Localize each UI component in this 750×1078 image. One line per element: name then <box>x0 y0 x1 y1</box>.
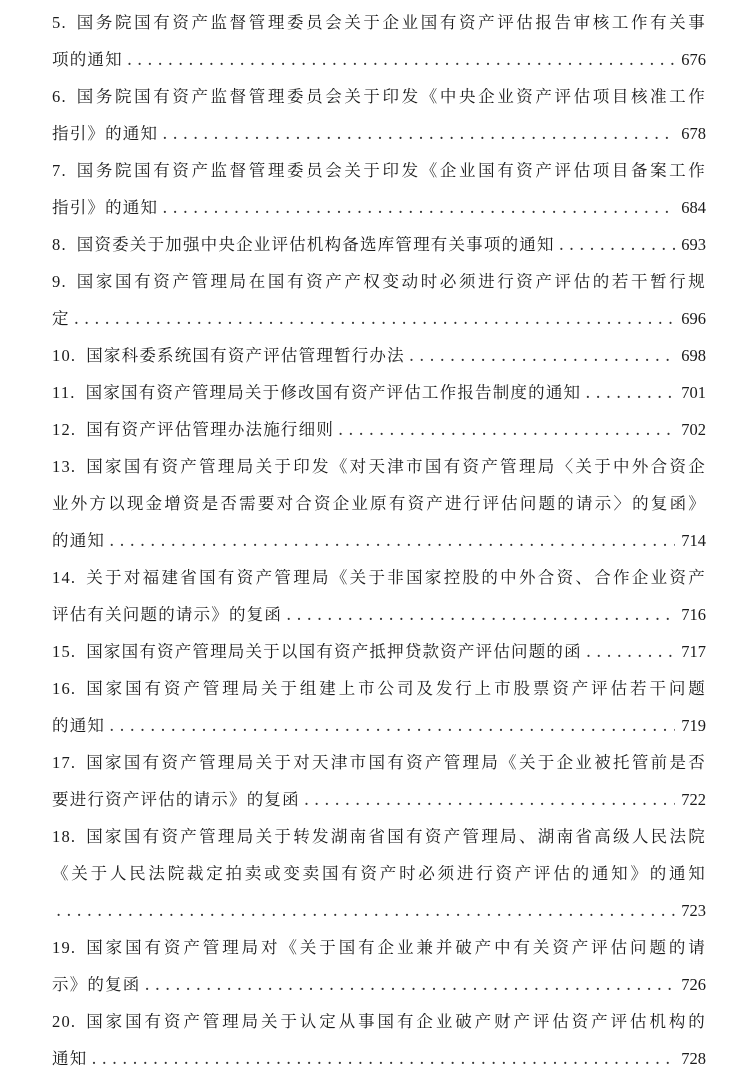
toc-entry-line <box>52 115 706 152</box>
toc-entry-number: 19. <box>52 938 77 957</box>
toc-entry-title: 定 <box>52 309 70 328</box>
dot-leader <box>127 41 675 78</box>
dot-leader <box>162 189 675 226</box>
toc-page-number: 696 <box>681 309 706 328</box>
toc-entry-line <box>52 1040 706 1077</box>
toc-entry-number: 8. <box>52 235 67 254</box>
toc-entry-line <box>52 263 706 300</box>
toc-entry-line <box>52 966 706 1003</box>
toc-page-number: 701 <box>681 383 706 402</box>
toc-entry-number: 16. <box>52 679 77 698</box>
toc-entry-title: 通知 <box>52 1049 88 1068</box>
toc-entry-title: 国家国有资产管理局关于认定从事国有企业破产财产评估资产评估机构的 <box>86 1012 706 1031</box>
toc-entry-title: 国资委关于加强中央企业评估机构备选库管理有关事项的通知 <box>76 235 555 254</box>
toc-page-number: 717 <box>681 642 706 661</box>
toc-entry-line <box>52 152 706 189</box>
toc-entry[interactable] <box>52 263 706 337</box>
toc-entry[interactable] <box>52 411 706 448</box>
toc-entry-line <box>52 226 706 263</box>
toc-entry-title: 评估有关问题的请示》的复函 <box>52 605 283 624</box>
toc-entry[interactable] <box>52 4 706 78</box>
dot-leader <box>559 226 676 263</box>
toc-entry-line <box>52 1003 706 1040</box>
toc-entry[interactable] <box>52 448 706 559</box>
toc-entry-title: 《关于人民法院裁定拍卖或变卖国有资产时必须进行资产评估的通知》的通知 <box>52 864 706 883</box>
toc-entry-line <box>52 337 706 374</box>
dot-leader <box>162 115 675 152</box>
toc-entry-line <box>52 707 706 744</box>
toc-entry-title: 国家国有资产管理局关于组建上市公司及发行上市股票资产评估若干问题 <box>86 679 706 698</box>
toc-entry-line <box>52 929 706 966</box>
toc-entry[interactable] <box>52 670 706 744</box>
toc-entry-number: 15. <box>52 642 77 661</box>
dot-leader <box>109 707 675 744</box>
toc-entry-line <box>52 670 706 707</box>
toc-entry[interactable] <box>52 744 706 818</box>
toc-entry-line <box>52 374 706 411</box>
toc-entry-line <box>52 818 706 855</box>
toc-entry-title: 要进行资产评估的请示》的复函 <box>52 790 300 809</box>
toc-entry-line <box>52 855 706 892</box>
toc-entry[interactable] <box>52 818 706 929</box>
toc-entry[interactable] <box>52 1003 706 1077</box>
dot-leader <box>145 966 676 1003</box>
table-of-contents <box>52 4 706 1077</box>
toc-entry[interactable] <box>52 374 706 411</box>
toc-entry-title: 国家国有资产管理局在国有资产产权变动时必须进行资产评估的若干暂行规 <box>76 272 706 291</box>
dot-leader <box>91 1040 675 1077</box>
toc-entry-number: 5. <box>52 13 67 32</box>
toc-entry-title: 国务院国有资产监督管理委员会关于印发《中央企业资产评估项目核准工作 <box>76 87 706 106</box>
toc-entry-line <box>52 744 706 781</box>
toc-entry-title: 国务院国有资产监督管理委员会关于企业国有资产评估报告审核工作有关事 <box>76 13 706 32</box>
toc-entry-line <box>52 78 706 115</box>
toc-entry-title: 指引》的通知 <box>52 198 159 217</box>
toc-entry-number: 6. <box>52 87 67 106</box>
toc-entry-title: 关于对福建省国有资产管理局《关于非国家控股的中外合资、合作企业资产 <box>86 568 706 587</box>
toc-entry-number: 17. <box>52 753 77 772</box>
toc-page-number: 693 <box>681 235 706 254</box>
toc-entry[interactable] <box>52 78 706 152</box>
toc-entry-line <box>52 559 706 596</box>
toc-entry-line <box>52 781 706 818</box>
toc-entry-title: 国家国有资产管理局关于以国有资产抵押贷款资产评估问题的函 <box>86 642 582 661</box>
toc-entry-title: 国家国有资产管理局关于印发《对天津市国有资产管理局〈关于中外合资企 <box>86 457 706 476</box>
toc-entry-line <box>52 596 706 633</box>
toc-entry-title: 国家科委系统国有资产评估管理暂行办法 <box>86 346 405 365</box>
toc-entry-title: 的通知 <box>52 531 106 550</box>
dot-leader <box>585 374 675 411</box>
toc-page-number: 702 <box>681 420 706 439</box>
toc-page-number: 726 <box>681 975 706 994</box>
toc-entry-title: 国有资产评估管理办法施行细则 <box>86 420 335 439</box>
toc-entry[interactable] <box>52 152 706 226</box>
dot-leader <box>286 596 675 633</box>
toc-entry-title: 指引》的通知 <box>52 124 159 143</box>
toc-entry-number: 9. <box>52 272 67 291</box>
toc-entry[interactable] <box>52 337 706 374</box>
toc-page-number: 722 <box>681 790 706 809</box>
toc-entry-title: 国家国有资产管理局对《关于国有企业兼并破产中有关资产评估问题的请 <box>86 938 706 957</box>
toc-entry-line <box>52 4 706 41</box>
toc-entry-title: 国务院国有资产监督管理委员会关于印发《企业国有资产评估项目备案工作 <box>76 161 706 180</box>
toc-entry-number: 10. <box>52 346 77 365</box>
toc-entry-line <box>52 411 706 448</box>
dot-leader <box>304 781 675 818</box>
toc-page-number: 728 <box>681 1049 706 1068</box>
toc-entry-line <box>52 41 706 78</box>
toc-entry-title: 示》的复函 <box>52 975 141 994</box>
dot-leader <box>109 522 675 559</box>
toc-entry-title: 国家国有资产管理局关于转发湖南省国有资产管理局、湖南省高级人民法院 <box>86 827 706 846</box>
toc-entry-number: 18. <box>52 827 77 846</box>
toc-entry-number: 12. <box>52 420 77 439</box>
toc-entry-number: 11. <box>52 383 76 402</box>
toc-entry-line <box>52 892 706 929</box>
toc-entry-number: 20. <box>52 1012 77 1031</box>
toc-entry-title: 项的通知 <box>52 50 123 69</box>
toc-entry[interactable] <box>52 226 706 263</box>
toc-page-number: 714 <box>681 531 706 550</box>
toc-entry-number: 7. <box>52 161 67 180</box>
toc-entry-title: 业外方以现金增资是否需要对合资企业原有资产进行评估问题的请示〉的复函》 <box>52 494 706 513</box>
toc-entry-line <box>52 448 706 485</box>
toc-page-number: 719 <box>681 716 706 735</box>
toc-page-number: 676 <box>681 50 706 69</box>
toc-page-number: 684 <box>681 198 706 217</box>
toc-page-number: 698 <box>681 346 706 365</box>
toc-entry-line <box>52 300 706 337</box>
toc-entry[interactable] <box>52 929 706 1003</box>
toc-entry-number: 13. <box>52 457 77 476</box>
dot-leader <box>56 892 675 929</box>
toc-entry-title: 国家国有资产管理局关于修改国有资产评估工作报告制度的通知 <box>85 383 582 402</box>
toc-entry-line <box>52 189 706 226</box>
toc-entry[interactable] <box>52 559 706 633</box>
dot-leader <box>74 300 676 337</box>
toc-page-number: 678 <box>681 124 706 143</box>
toc-entry[interactable] <box>52 633 706 670</box>
toc-entry-line <box>52 522 706 559</box>
toc-entry-line <box>52 485 706 522</box>
toc-page-number: 716 <box>681 605 706 624</box>
toc-entry-number: 14. <box>52 568 77 587</box>
toc-entry-title: 国家国有资产管理局关于对天津市国有资产管理局《关于企业被托管前是否 <box>86 753 706 772</box>
dot-leader <box>586 633 675 670</box>
dot-leader <box>409 337 675 374</box>
toc-entry-title: 的通知 <box>52 716 106 735</box>
dot-leader <box>338 411 675 448</box>
toc-page-number: 723 <box>681 901 706 920</box>
toc-entry-line <box>52 633 706 670</box>
